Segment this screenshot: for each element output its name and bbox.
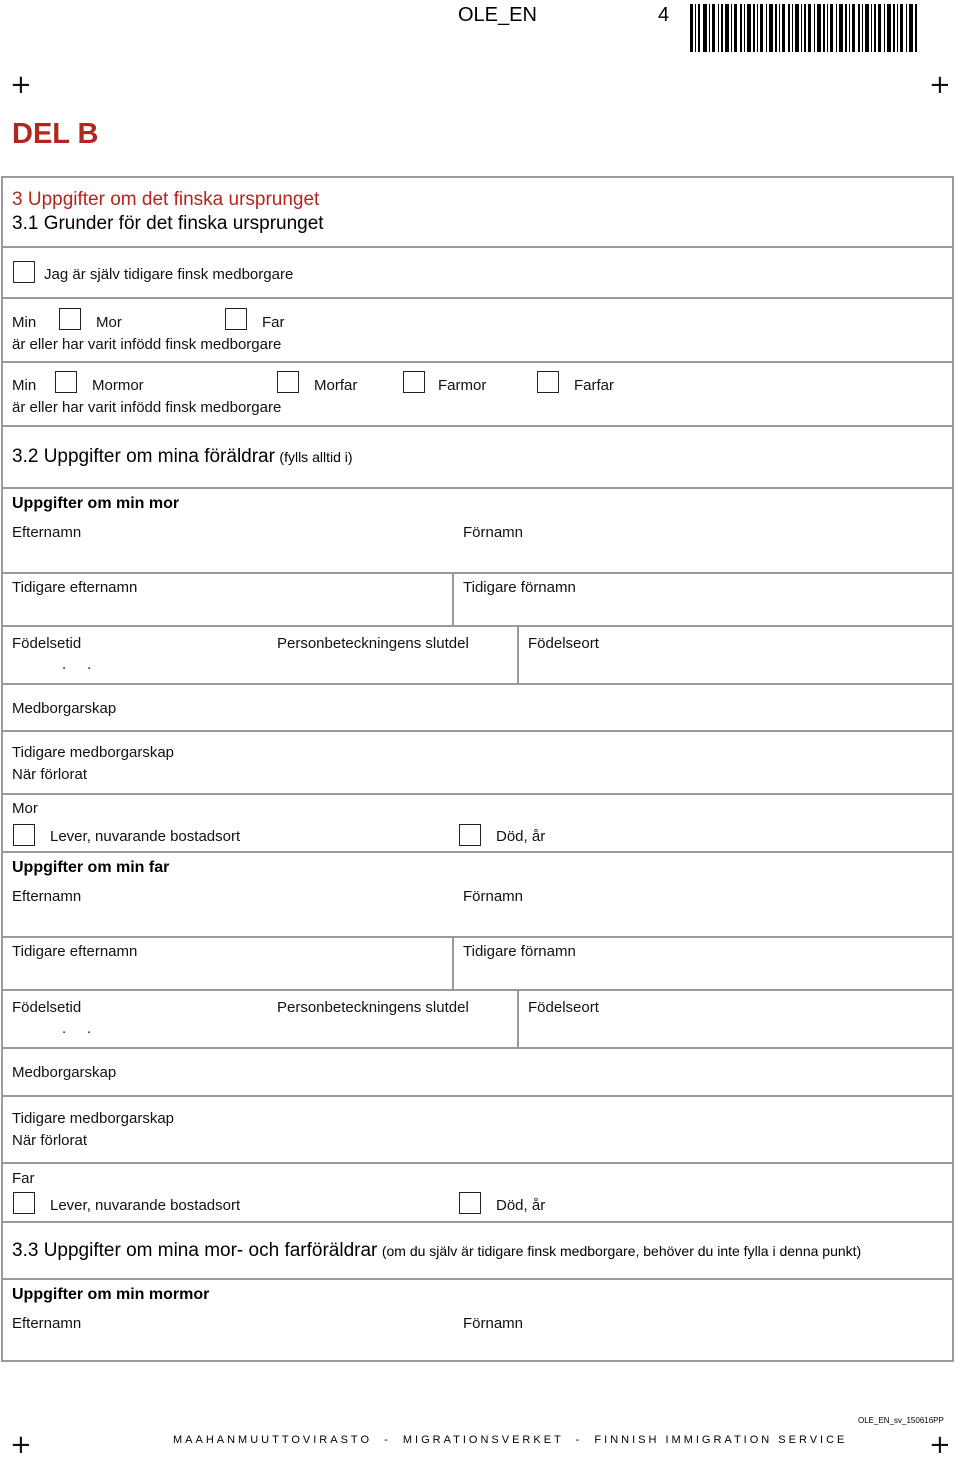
divider: [1, 625, 954, 627]
grandmother-heading: Uppgifter om min mormor: [12, 1286, 210, 1303]
father-firstname-label: Förnamn: [463, 888, 524, 905]
father-former-firstname-label: Tidigare förnamn: [463, 943, 576, 960]
grandmother-surname-label: Efternamn: [12, 1315, 82, 1332]
divider: [1, 246, 954, 248]
father-dead-label: Död, år: [496, 1197, 546, 1214]
father-id-suffix-label: Personbeteckningens slutdel: [277, 999, 469, 1016]
mother-heading: Uppgifter om min mor: [12, 495, 180, 512]
section-3-3-title-line: [12, 1240, 861, 1262]
mother-id-suffix-label: Personbeteckningens slutdel: [277, 635, 469, 652]
divider: [1, 683, 954, 685]
page-number: 4: [658, 4, 670, 26]
self-former-citizen-checkbox[interactable]: [13, 261, 35, 283]
mother-surname-label: Efternamn: [12, 524, 82, 541]
father-checkbox[interactable]: [225, 308, 247, 330]
mother-checkbox[interactable]: [59, 308, 81, 330]
mother-who-label: Mor: [12, 800, 38, 817]
section-3-3-note: (om du själv är tidigare finsk medborgare, behöver du inte fylla i denna punkt): [381, 1243, 862, 1259]
father-heading: Uppgifter om min far: [12, 859, 170, 876]
divider: [1, 730, 954, 732]
mother-birthplace-label: Födelseort: [528, 635, 599, 652]
mother-birthdate-label: Födelsetid: [12, 635, 82, 652]
father-alive-checkbox[interactable]: [13, 1192, 35, 1214]
divider: [1, 1221, 954, 1223]
grandparents-suffix: är eller har varit infödd finsk medborgare: [12, 399, 282, 416]
mother-dead-checkbox[interactable]: [459, 824, 481, 846]
paternal-grandfather-label: Farfar: [574, 377, 615, 394]
divider: [1, 936, 954, 938]
divider: [1, 297, 954, 299]
divider: [1, 989, 954, 991]
father-birthdate-dots: . .: [62, 1020, 92, 1037]
parents-suffix: är eller har varit infödd finsk medborgare: [12, 336, 282, 353]
divider: [1, 361, 954, 363]
mother-firstname-label: Förnamn: [463, 524, 524, 541]
mother-alive-checkbox[interactable]: [13, 824, 35, 846]
father-label: Far: [262, 314, 285, 331]
father-dead-checkbox[interactable]: [459, 1192, 481, 1214]
divider: [517, 989, 519, 1048]
divider: [1, 793, 954, 795]
divider: [1, 851, 954, 853]
father-birthplace-label: Födelseort: [528, 999, 599, 1016]
section-3-title: 3 Uppgifter om det finska ursprunget: [12, 189, 320, 210]
maternal-grandfather-checkbox[interactable]: [277, 371, 299, 393]
divider: [1, 487, 954, 489]
father-who-label: Far: [12, 1170, 35, 1187]
father-citizenship-label: Medborgarskap: [12, 1064, 117, 1081]
maternal-grandmother-checkbox[interactable]: [55, 371, 77, 393]
barcode: [690, 4, 920, 52]
divider: [452, 572, 454, 626]
maternal-grandmother-label: Mormor: [92, 377, 144, 394]
self-former-citizen-label: Jag är själv tidigare finsk medborgare: [44, 266, 294, 283]
form-version: OLE_EN_sv_150616PP: [858, 1416, 944, 1425]
mother-citizenship-label: Medborgarskap: [12, 700, 117, 717]
father-former-citizenship-label: Tidigare medborgarskap: [12, 1110, 175, 1127]
paternal-grandmother-checkbox[interactable]: [403, 371, 425, 393]
divider: [452, 936, 454, 990]
crop-mark-icon: +: [929, 70, 951, 100]
divider: [517, 625, 519, 684]
paternal-grandfather-checkbox[interactable]: [537, 371, 559, 393]
section-3-2-title: 3.2 Uppgifter om mina föräldrar: [12, 446, 275, 467]
section-3-3-title: 3.3 Uppgifter om mina mor- och farföräldrar: [12, 1240, 378, 1261]
mother-birthdate-dots: . .: [62, 656, 92, 673]
section-3-1-title: 3.1 Grunder för det finska ursprunget: [12, 213, 324, 234]
divider: [1, 1278, 954, 1280]
divider: [1, 1047, 954, 1049]
mother-former-firstname-label: Tidigare förnamn: [463, 579, 576, 596]
mother-label: Mor: [96, 314, 122, 331]
section-3-2-title-line: [12, 446, 353, 468]
parents-prefix: Min: [12, 314, 37, 331]
father-birthdate-label: Födelsetid: [12, 999, 82, 1016]
father-when-lost-label: När förlorat: [12, 1132, 88, 1149]
mother-former-citizenship-label: Tidigare medborgarskap: [12, 744, 175, 761]
mother-alive-label: Lever, nuvarande bostadsort: [50, 828, 241, 845]
crop-mark-icon: +: [929, 1430, 951, 1460]
father-surname-label: Efternamn: [12, 888, 82, 905]
crop-mark-icon: +: [10, 1430, 32, 1460]
mother-when-lost-label: När förlorat: [12, 766, 88, 783]
maternal-grandfather-label: Morfar: [314, 377, 358, 394]
father-alive-label: Lever, nuvarande bostadsort: [50, 1197, 241, 1214]
divider: [1, 1095, 954, 1097]
crop-mark-icon: +: [10, 70, 32, 100]
grandmother-firstname-label: Förnamn: [463, 1315, 524, 1332]
mother-former-surname-label: Tidigare efternamn: [12, 579, 138, 596]
father-former-surname-label: Tidigare efternamn: [12, 943, 138, 960]
paternal-grandmother-label: Farmor: [438, 377, 487, 394]
mother-dead-label: Död, år: [496, 828, 546, 845]
divider: [1, 1162, 954, 1164]
agency-footer: MAAHANMUUTTOVIRASTO - MIGRATIONSVERKET - FINNISH IMMIGRATION SERVICE: [173, 1434, 848, 1446]
form-code: OLE_EN: [458, 4, 537, 26]
section-3-2-note: (fylls alltid i): [279, 449, 353, 465]
form-frame: [1, 176, 954, 1362]
divider: [1, 425, 954, 427]
part-title: DEL B: [12, 118, 99, 150]
divider: [1, 572, 954, 574]
grandparents-prefix: Min: [12, 377, 37, 394]
